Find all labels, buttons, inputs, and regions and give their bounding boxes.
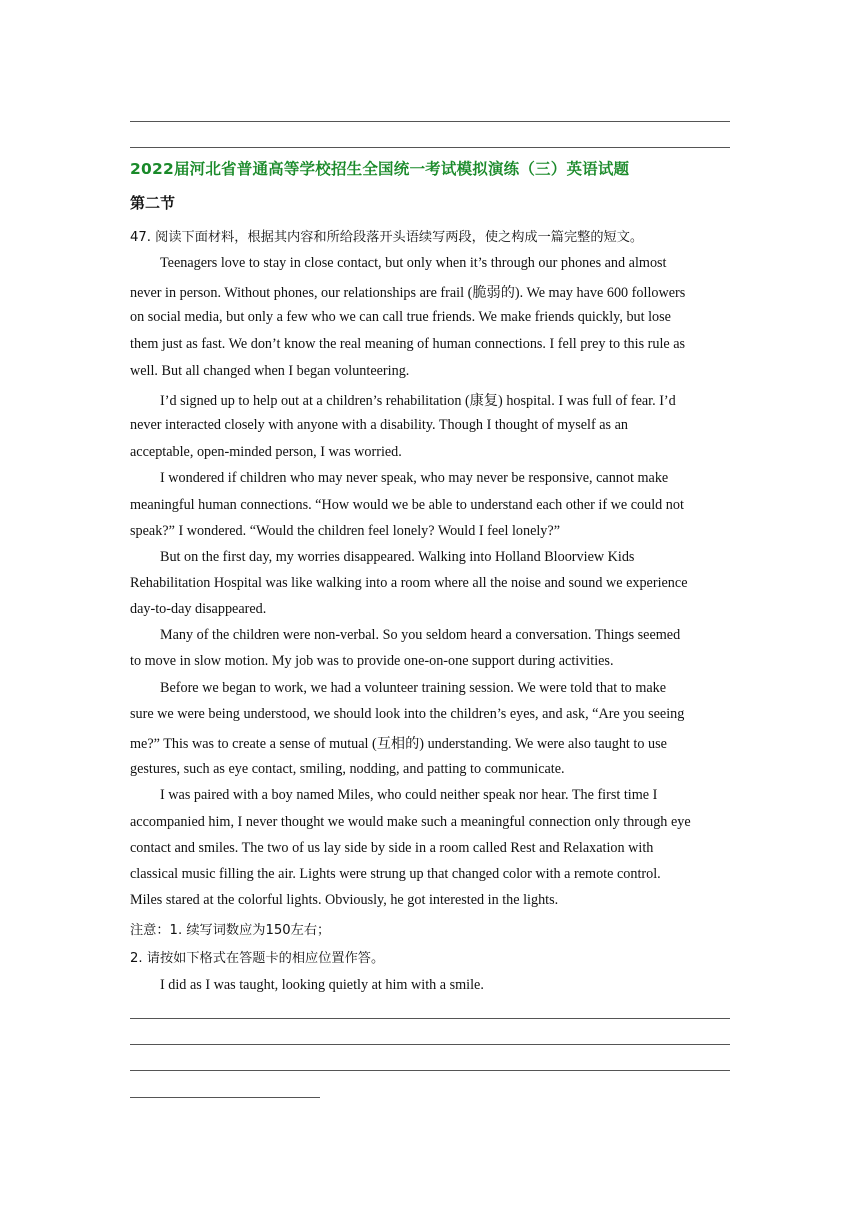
passage-line: But on the first day, my worries disappeared. Walking into Holland Bloorview Kids	[160, 549, 635, 565]
passage-line: contact and smiles. The two of us lay side by side in a room called Rest and Relaxation with	[130, 840, 654, 856]
passage-line: day-to-day disappeared.	[130, 601, 267, 617]
passage-line: classical music filling the air. Lights were strung up that changed color with a remote control.	[130, 866, 661, 882]
note-word-count: 注意：1. 续写词数应为150左右；	[130, 923, 331, 938]
passage-line: gestures, such as eye contact, smiling, nodding, and patting to communicate.	[130, 761, 565, 777]
answer-line-3	[130, 1070, 730, 1071]
passage-line: acceptable, open-minded person, I was worried.	[130, 444, 402, 460]
answer-line-1	[130, 1018, 730, 1019]
passage-line: them just as fast. We don’t know the real meaning of human connections. I fell prey to this rule as	[130, 336, 686, 352]
top-rule-1	[130, 121, 730, 122]
answer-line-4	[130, 1097, 320, 1098]
passage-line: speak?” I wondered. “Would the children feel lonely? Would I feel lonely?”	[130, 523, 560, 539]
passage-line: I wondered if children who may never speak, who may never be responsive, cannot make	[160, 470, 669, 486]
answer-line-2	[130, 1044, 730, 1045]
passage-line: sure we were being understood, we should look into the children’s eyes, and ask, “Are you seeing	[130, 706, 685, 722]
passage-line: Many of the children were non-verbal. So you seldom heard a conversation. Things seemed	[160, 627, 681, 643]
section-heading: 第二节	[130, 194, 176, 212]
passage-line: accompanied him, I never thought we would make such a meaningful connection only through eye	[130, 814, 691, 830]
exam-title: 2022届河北省普通高等学校招生全国统一考试模拟演练（三）英语试题	[130, 160, 630, 178]
passage-line: to move in slow motion. My job was to provide one-on-one support during activities.	[130, 653, 614, 669]
passage-line: never interacted closely with anyone with a disability. Though I thought of myself as an	[130, 417, 629, 433]
passage-line: on social media, but only a few who we can call true friends. We make friends quickly, but lose	[130, 309, 671, 325]
top-rule-2	[130, 147, 730, 148]
passage-line: Teenagers love to stay in close contact, but only when it’s through our phones and almost	[160, 255, 667, 271]
passage-line: I was paired with a boy named Miles, who could neither speak nor hear. The first time I	[160, 787, 658, 803]
passage-line: I’d signed up to help out at a children’s rehabilitation (康复) hospital. I was full of fear. I’d	[160, 393, 676, 409]
passage-line: never in person. Without phones, our relationships are frail (脆弱的). We may have 600 followers	[130, 285, 686, 301]
continuation-starter: I did as I was taught, looking quietly at him with a smile.	[160, 977, 484, 993]
passage-line: well. But all changed when I began volunteering.	[130, 363, 410, 379]
note-answer-format: 2. 请按如下格式在答题卡的相应位置作答。	[130, 951, 385, 966]
passage-line: meaningful human connections. “How would we be able to understand each other if we could not	[130, 497, 684, 513]
passage-line: me?” This was to create a sense of mutual (互相的) understanding. We were also taught to use	[130, 736, 667, 752]
passage-line: Before we began to work, we had a volunteer training session. We were told that to make	[160, 680, 667, 696]
passage-line: Miles stared at the colorful lights. Obviously, he got interested in the lights.	[130, 892, 559, 908]
question-instruction: 47. 阅读下面材料，根据其内容和所给段落开头语续写两段，使之构成一篇完整的短文。	[130, 230, 644, 245]
passage-line: Rehabilitation Hospital was like walking into a room where all the noise and sound we experience	[130, 575, 688, 591]
